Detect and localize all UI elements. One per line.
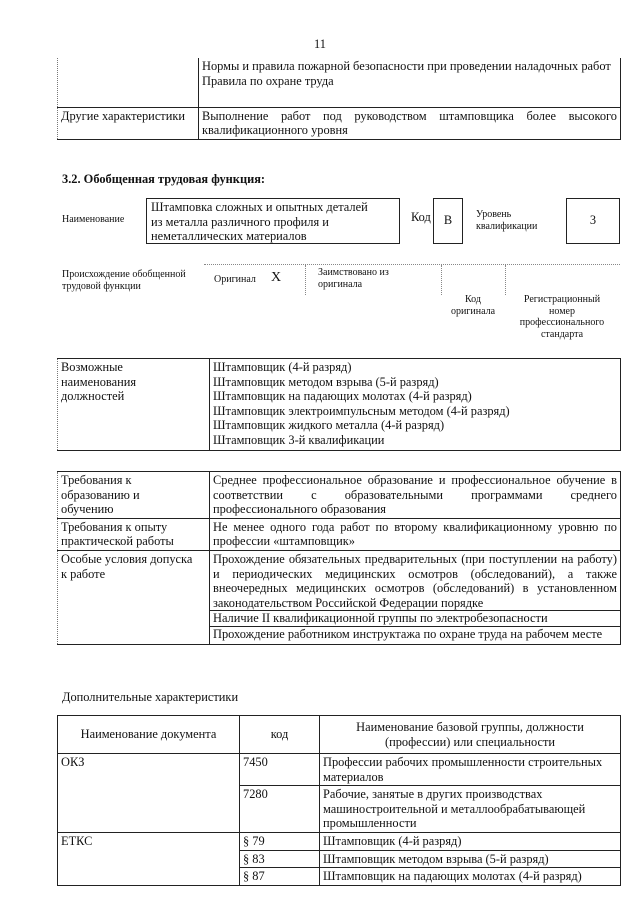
list-item: Штамповщик 3-й квалификации [213, 432, 385, 447]
table-row [58, 550, 621, 644]
code-value: В [433, 198, 463, 244]
name-cell: Штамповщик на падающих молотах (4-й разряд) [320, 868, 621, 886]
top-table [57, 58, 621, 140]
code-original-caption: Код оригинала [450, 294, 496, 317]
requirement-value: Не менее одного года работ по второму квалификационному уровню по профессии «штамповщик» [210, 518, 621, 550]
doc-cell: ЕТКС [58, 832, 240, 885]
doc-cell: ОКЗ [58, 754, 240, 833]
level-label: Уровень квалификации [476, 209, 538, 232]
list-item: Штамповщик электроимпульсным методом (4-й разряд) [213, 403, 510, 418]
requirement-item: Прохождение работником инструктажа по охране труда на рабочем месте [210, 626, 620, 642]
requirement-item: Прохождение обязательных предварительных (при поступлении на работу) и периодических медицинских осмотров (обследований), а также внеочередных медицинских осмотров (обследований) в установленном законодательством Российской Федерации порядке [213, 551, 617, 610]
code-cell: § 83 [240, 850, 320, 868]
table-row [58, 58, 621, 107]
borrowed-label: Заимствовано из оригинала [318, 267, 389, 290]
code-label: Код [411, 210, 431, 224]
value-cell [199, 58, 621, 107]
origin-divider [441, 265, 442, 295]
name-cell: Рабочие, занятые в других производствах машиностроительной и металлообрабатывающей промышленности [320, 786, 621, 833]
header-doc: Наименование документа [58, 716, 240, 754]
label-cell: Другие характеристики [58, 107, 199, 139]
list-item: Штамповщик методом взрыва (5-й разряд) [213, 374, 439, 389]
name-label: Наименование [62, 214, 125, 225]
positions-table [57, 358, 621, 451]
section-title: 3.2. Обобщенная трудовая функция: [62, 172, 266, 186]
table-row [58, 107, 621, 139]
norm-text: Нормы и правила пожарной безопасности при проведении наладочных работ [202, 59, 611, 73]
name-cell: Штамповщик методом взрыва (5-й разряд) [320, 850, 621, 868]
origin-divider [505, 265, 506, 295]
code-cell: § 87 [240, 868, 320, 886]
reg-number-caption: Регистрационный номер профессионального стандарта [519, 294, 605, 340]
table-row [58, 754, 621, 786]
norm-text: Правила по охране труда [202, 73, 334, 88]
list-item: Штамповщик (4-й разряд) [213, 360, 352, 374]
list-item: Штамповщик на падающих молотах (4-й разряд) [213, 389, 472, 404]
header-name: Наименование базовой группы, должности (профессии) или специальности [320, 716, 621, 754]
name-cell: Профессии рабочих промышленности строительных материалов [320, 754, 621, 786]
origin-divider [305, 265, 306, 295]
original-mark: X [271, 270, 282, 285]
name-value: Штамповка сложных и опытных деталей из металла различного профиля и неметаллических материалов [146, 198, 400, 244]
original-label: Оригинал [214, 274, 256, 285]
positions-label: Возможные наименования должностей [58, 359, 210, 451]
value-cell: Выполнение работ под руководством штамповщика более высокого квалификационного уровня [199, 107, 621, 139]
list-item: Штамповщик жидкого металла (4-й разряд) [213, 418, 445, 433]
table-row [58, 359, 621, 451]
header-code: код [240, 716, 320, 754]
requirement-label: Требования к опыту практической работы [58, 518, 210, 550]
table-row [58, 518, 621, 550]
requirement-value [210, 550, 621, 644]
requirement-label: Требования к образованию и обучению [58, 472, 210, 519]
additional-title: Дополнительные характеристики [62, 690, 239, 704]
label-cell [58, 58, 199, 107]
origin-label: Происхождение обобщенной трудовой функции [62, 269, 186, 292]
table-row [58, 472, 621, 519]
code-cell: § 79 [240, 832, 320, 850]
level-value: 3 [566, 198, 620, 244]
table-row [58, 832, 621, 850]
requirements-table [57, 471, 621, 645]
name-cell: Штамповщик (4-й разряд) [320, 832, 621, 850]
positions-list [210, 359, 621, 451]
requirement-item: Наличие II квалификационной группы по электробезопасности [210, 610, 620, 626]
additional-table [57, 715, 621, 886]
requirement-value: Среднее профессиональное образование и профессиональное обучение в соответствии с образовательными программами среднего профессионального образования [210, 472, 621, 519]
code-cell: 7280 [240, 786, 320, 833]
origin-box [204, 264, 620, 294]
code-cell: 7450 [240, 754, 320, 786]
page-number: 11 [314, 37, 326, 51]
requirement-label: Особые условия допуска к работе [58, 550, 210, 644]
table-header-row [58, 716, 621, 754]
